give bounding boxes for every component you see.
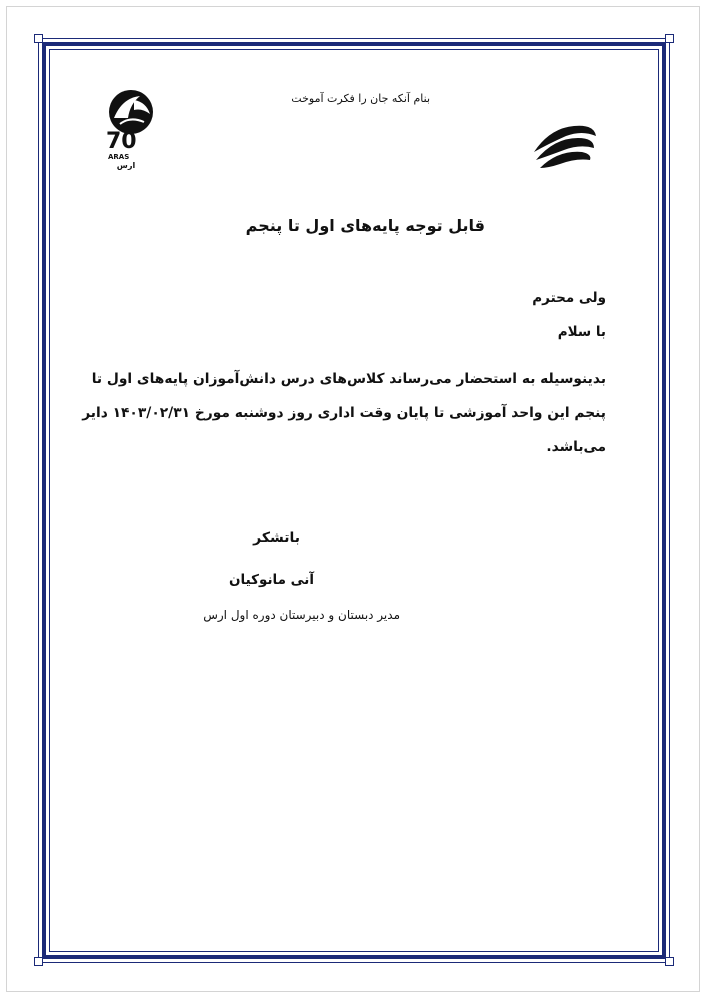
page-frame-inner <box>49 49 659 952</box>
greeting: با سلام <box>557 324 606 340</box>
logo-number: 70 <box>106 129 137 154</box>
school-logo <box>100 88 162 170</box>
frame-corner-top-right <box>665 34 674 43</box>
frame-corner-top-left <box>34 34 43 43</box>
logo-caption: ARAS <box>108 153 130 161</box>
frame-corner-bottom-left <box>34 957 43 966</box>
logo-caption-fa: ارس <box>116 161 136 170</box>
signer-name: آنی مانوکیان <box>229 572 314 588</box>
body-line: بدینوسیله به استحضار می‌رساند کلاس‌های درس دانش‌آموزان پایه‌های اول تا <box>91 371 606 387</box>
frame-corner-bottom-right <box>665 957 674 966</box>
emblem-logo <box>530 122 600 172</box>
salutation: ولی محترم <box>532 290 606 306</box>
body-line: می‌باشد. <box>546 439 606 455</box>
closing: باتشکر <box>253 530 300 546</box>
letter-subject: قابل توجه پایه‌های اول تا پنجم <box>245 216 485 235</box>
invocation-text: بنام آنکه جان را فکرت آموخت <box>291 92 430 105</box>
body-line: پنجم این واحد آموزشی تا پایان وقت اداری روز دوشنبه مورخ ۱۴۰۳/۰۲/۳۱ دایر <box>82 405 606 421</box>
signer-title: مدیر دبستان و دبیرستان دوره اول ارس <box>203 608 400 622</box>
